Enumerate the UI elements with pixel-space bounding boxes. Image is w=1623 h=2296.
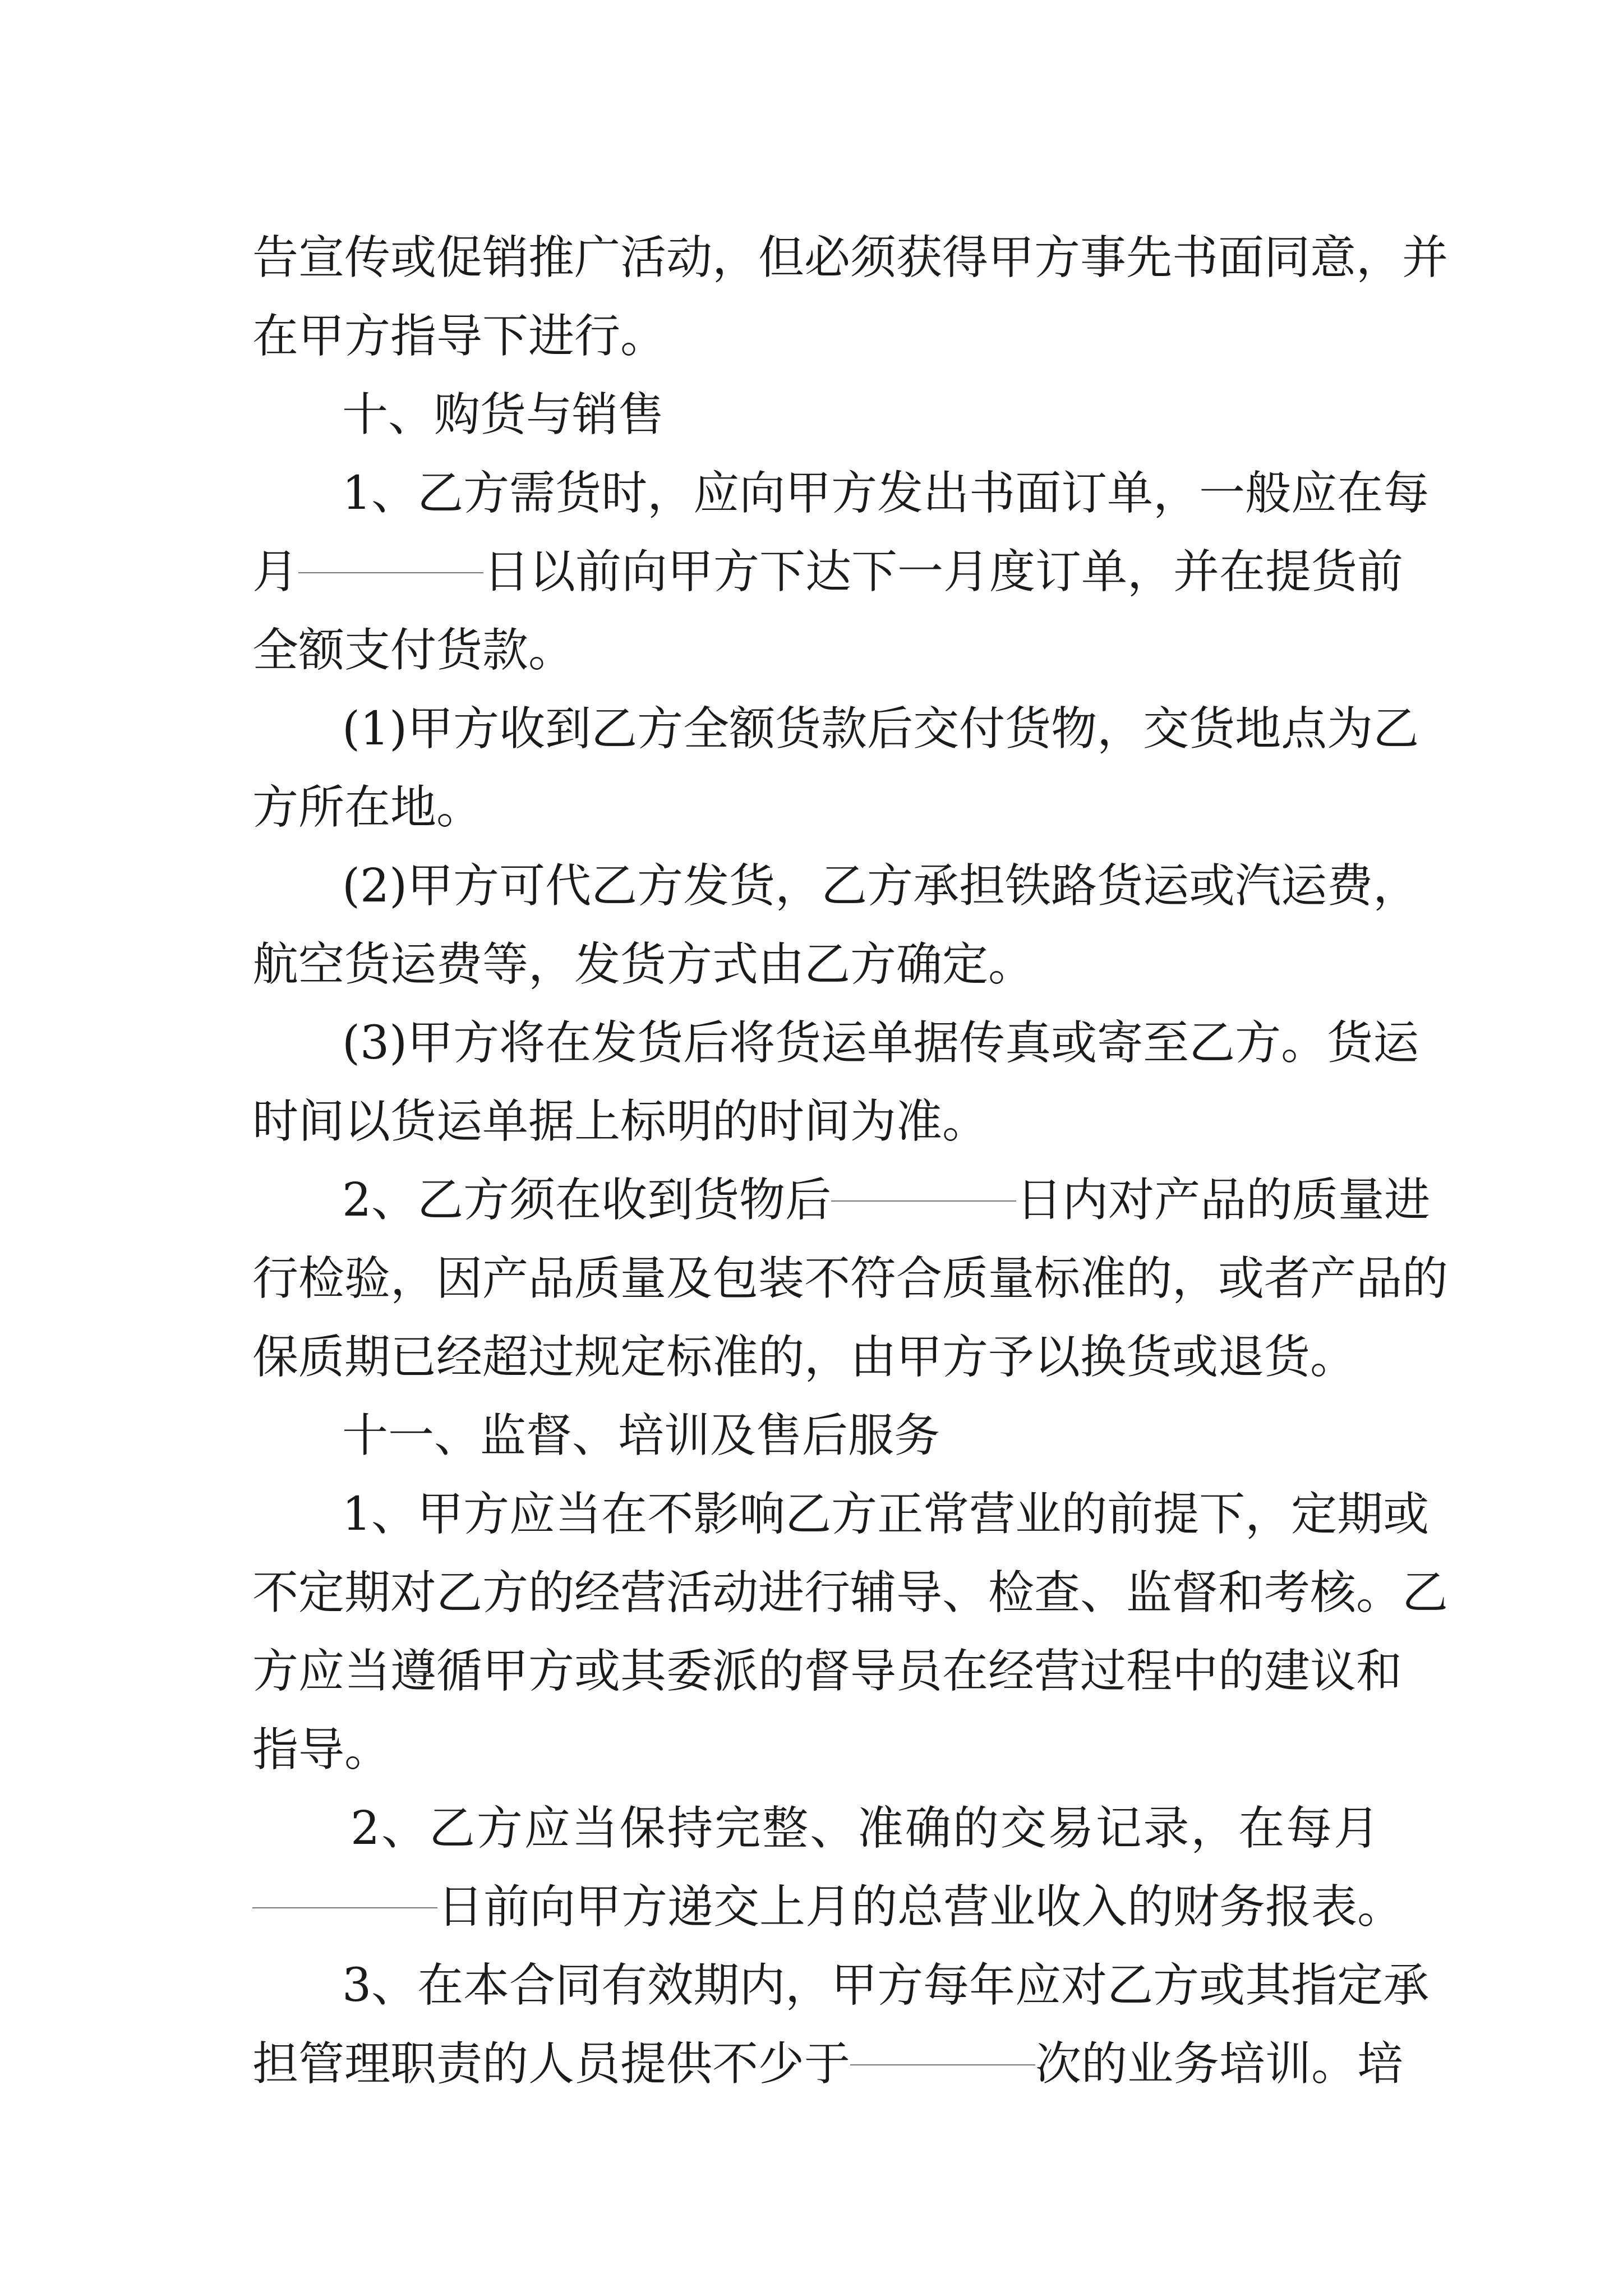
- paragraph-line: 1、乙方需货时，应向甲方发出书面订单，一般应在每: [342, 467, 1430, 520]
- paragraph-line: 方应当遵循甲方或其委派的督导员在经营过程中的建议和: [252, 1645, 1403, 1698]
- paragraph-line: 方所在地。: [252, 781, 483, 834]
- paragraph-line: 行检验，因产品质量及包装不符合质量标准的，或者产品的: [252, 1252, 1449, 1305]
- paragraph-line: 保质期已经超过规定标准的，由甲方予以换货或退货。: [252, 1331, 1357, 1384]
- text-segment: 2、乙方须在收到货物后: [342, 1174, 832, 1227]
- section-heading: 十一、监督、培训及售后服务: [342, 1409, 940, 1462]
- paragraph-line: [252, 1868, 1404, 1947]
- text-segment: 担管理职责的人员提供不少于: [252, 2037, 851, 2091]
- text-segment: 月: [252, 545, 299, 599]
- fill-in-blank: [850, 2064, 1035, 2065]
- paragraph-line: 时间以货运单据上标明的时间为准。: [252, 1095, 989, 1148]
- paragraph-line: 不定期对乙方的经营活动进行辅导、检查、监督和考核。乙: [252, 1566, 1449, 1619]
- fill-in-blank: [298, 572, 483, 573]
- paragraph-line: [252, 533, 1404, 611]
- paragraph-line: (1)甲方收到乙方全额货款后交付货物，交货地点为乙: [342, 702, 1419, 756]
- paragraph-line: 全额支付货款。: [252, 624, 575, 677]
- paragraph-line: 2、乙方应当保持完整、准确的交易记录，在每月: [351, 1802, 1380, 1855]
- paragraph-line: [252, 1161, 1431, 1240]
- fill-in-blank: [831, 1200, 1016, 1202]
- fill-in-blank: [252, 1907, 437, 1908]
- paragraph-line: 指导。: [252, 1723, 391, 1777]
- paragraph-line: (2)甲方可代乙方发货，乙方承担铁路货运或汽运费，: [342, 859, 1419, 913]
- section-heading: 十、购货与销售: [342, 388, 665, 441]
- paragraph-line: 1、甲方应当在不影响乙方正常营业的前提下，定期或: [342, 1488, 1430, 1541]
- text-segment: 次的业务培训。培: [1035, 2037, 1404, 2091]
- paragraph-line: [252, 2025, 1404, 2104]
- paragraph-line: 3、在本合同有效期内，甲方每年应对乙方或其指定承: [342, 1959, 1430, 2012]
- text-segment: 日前向甲方递交上月的总营业收入的财务报表。: [437, 1880, 1404, 1934]
- paragraph-line: 在甲方指导下进行。: [252, 310, 667, 363]
- document-page: [252, 219, 1449, 2104]
- text-segment: 日以前向甲方下达下一月度订单，并在提货前: [483, 545, 1404, 599]
- paragraph-line: 告宣传或促销推广活动，但必须获得甲方事先书面同意，并: [252, 231, 1449, 284]
- text-segment: 日内对产品的质量进: [1016, 1174, 1431, 1227]
- paragraph-line: 航空货运费等，发货方式由乙方确定。: [252, 938, 1035, 991]
- paragraph-line: (3)甲方将在发货后将货运单据传真或寄至乙方。货运: [342, 1016, 1419, 1070]
